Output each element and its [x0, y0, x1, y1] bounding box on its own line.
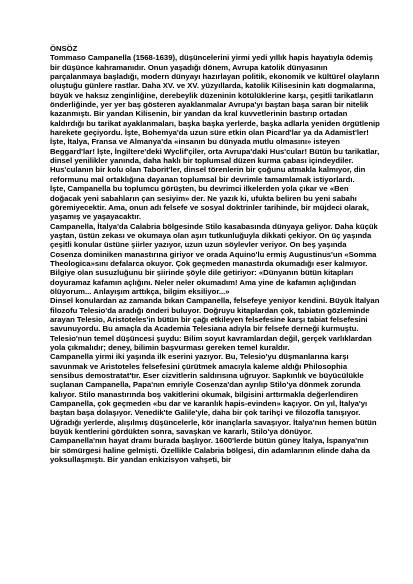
paragraph-4: Dinsel konulardan az zamanda bıkan Campanella, felsefeye yeniyor kendini. Büyük İtalyan filozofu Telesio'da aradığı önderi buluyor. Doğruyu kitaplardan çok, tabiatın gözleminde arayan Telesio, Aristoteles'in bütün bir çağı etkileyen felsefesine karşı tabiat felsefesini savunuyordu. Bu amaçla da Academia Telesiana adıyla bir felsefe derneği kurmuştu. Telesio'nun temel düşüncesi şuydu: Bilim soyut kavramlardan değil, gerçek varlıklardan yola çıkmalıdır; deney, bilimin başvurması gereken temel kuraldır.	[50, 296, 380, 352]
document-title: ÖNSÖZ	[50, 44, 78, 53]
document-page	[50, 44, 380, 464]
paragraph-3: Campanella, İtalya'da Calabria bölgesinde Stilo kasabasında dünyaya geliyor. Daha küçük yaştan, üstün zekası ve okumaya olan aşırı tutkunluğuyla dikkati çekiyor. On üç yaşında çeşitli konular üstüne şiirler yazıyor, uzun uzun söylevler veriyor. On beş yaşında Cosenza dominiken manastırına giriyor ve orada Aquino'lu ermiş Augustinus'un «Somma Theologica»sını defalarca okuyor. Çok geçmeden manastırda okumadığı eser kalmıyor. Bilgiye olan susuzluğunu bir şiirinde şöyle dile getiriyor: «Dünyanın bütün kitapları doyuramaz kafamın açlığını. Neler neler okumadım! Ama yine de kafamın açlığından ölüyorum... Anlayışım arttıkça, bilgim eksiliyor...»	[50, 221, 378, 296]
paragraph-1: Tommaso Campanella (1568-1639), düşüncelerini yirmi yedi yıllık hapis hayatıyla ödemiş bir düşünce kahramanıdır. Onun yaşadığı dönem, Avrupa katolik dünyasının parçalanmaya başladığı, modern dünyayı hazırlayan politik, ekonomik ve kültürel olayların oluştuğu günlere rastlar. Daha XV. ve XV. yüzyıllarda, katolik Kilisesinin katı dogmalarına, büyük ve haksız zenginliğine, derebeylik düzeninin kötülüklerine karşı, çeşitli tarikatların önderliğinde, yer yer baş gösteren ayaklanmalar Avrupa'yı baştan başa saran bir nitelik kazanmıştı. Bir yandan Kilisenin, bir yandan da kral kuvvetlerinin bastırıp ortadan kaldırdığı bu tarikat ayaklanmaları, başka başka yerlerde, başka adlarla yeniden örgütlenip harekete geçiyordu. İşte, Bohemya'da uzun süre etkin olan Picard'lar ya da Adamist'ler! İşte, İtalya, Fransa ve Almanya'da «insanın bu dünyada mutlu olmasını» isteyen Beggard'lar! İşte, İngiltere'deki Wyclif'çiler, orta Avrupa'daki Hus'cular! Bütün bu tarikatlar, dinsel yenilikler yanında, daha haklı bir toplumsal düzen kurma çabası içindeydiler. Hus'culanın bir kolu olan Taborit'ler, dinsel törenlerin bir çoğunu atmakla kalmıyor, din reformunu mal ortaklığına dayanan toplumsal bir devrimle tamamlamak istiyorlardı.	[50, 53, 380, 184]
paragraph-2: İşte, Campanella bu toplumcu görüşten, bu devrimci ilkelerden yola çıkar ve «Ben doğacak yeni sabahların çan sesiyim» der. Ne yazık ki, ufukta beliren bu yeni sabahı göremiyecektir. Ama, onun adı felsefe ve sosyal doktrinler tarihinde, bir müjdeci olarak, yaşamış ve yaşayacaktır.	[50, 184, 369, 222]
paragraph-5: Campanella yirmi iki yaşında ilk eserini yazıyor. Bu, Telesio'yu düşmanlarına karşı savunmak ve Aristoteles felsefesini çürütmek amacıyla kaleme aldığı Philosophia sensibus demostratat'tır. Eser cizvitlerin saldırısına uğruyor. Sapkınlık ve büyücülükle suçlanan Campanella, Papa'nın emriyle Cosenza'dan ayrılıp Stilo'ya dönmek zorunda kalıyor. Stilo manastırında boş vakitlerini okumak, bilgisini arttırmakla değerlendiren Campanella, çok geçmeden «bu dar ve karanlık hapis-evinden» kaçıyor. On yıl, İtalya'yı baştan başa dolaşıyor. Venedik'te Galile'yle, daha bir çok tarihçi ve filozofla tanışıyor. Uğradığı yerlerde, alışılmış düşüncelerle, kör inançlarla savaşıyor. İtalya'nın hemen bütün büyük kentlerini gördükten sonra, savaşkan ve kararlı, Stilo'ya dönüyor.	[50, 352, 377, 437]
paragraph-6: Campanella'nın hayat dramı burada başlıyor. 1600'lerde bütün güney İtalya, İspanya'nın bir sömürgesi haline gelmişti. Özellikle Calabria bölgesi, din adamlarının elinde daha da yoksullaşmıştı. Bir yandan enkizisyon vahşeti, bir	[50, 436, 370, 465]
